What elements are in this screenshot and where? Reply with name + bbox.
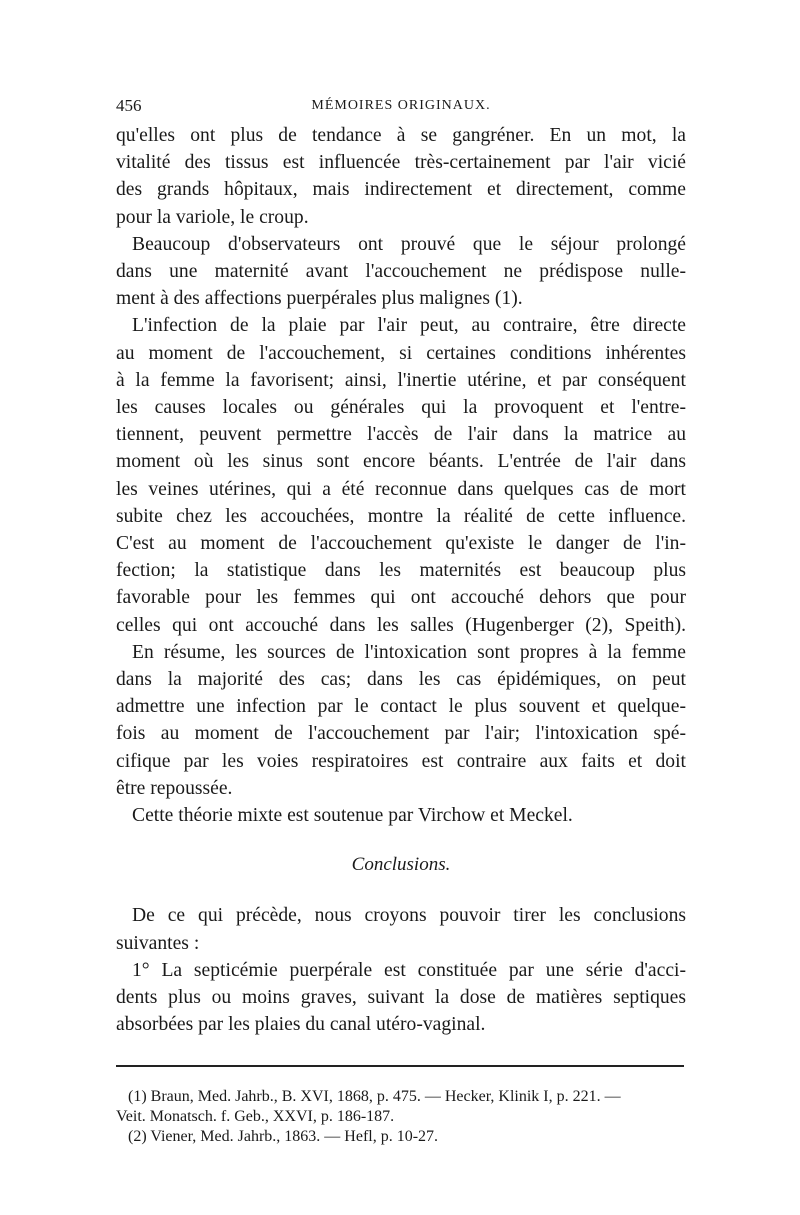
- text-line: pour la variole, le croup.: [116, 206, 309, 228]
- header-title: MÉMOIRES ORIGINAUX.: [311, 98, 491, 113]
- text-line: à la femme la favorisent; ainsi, l'inertie utérine, et par conséquent: [116, 369, 686, 391]
- text-line: des grands hôpitaux, mais indirectement et directement, comme: [116, 179, 686, 201]
- page-number: 456: [116, 96, 142, 115]
- footnotes: [116, 1087, 686, 1147]
- text-line: fois au moment de l'accouchement par l'air; l'intoxication spé-: [116, 723, 686, 745]
- text-line: vitalité des tissus est influencée très-certainement par l'air vicié: [116, 152, 686, 174]
- text-line: ment à des affections puerpérales plus malignes (1).: [116, 288, 523, 310]
- text-line: être repoussée.: [116, 777, 233, 799]
- text-line: admettre une infection par le contact le plus souvent et quelque-: [116, 696, 686, 718]
- text-line: Cette théorie mixte est soutenue par Virchow et Meckel.: [132, 805, 573, 827]
- text-line: moment où les sinus sont encore béants. L'entrée de l'air dans: [116, 451, 686, 473]
- text-line: dans la majorité des cas; dans les cas épidémiques, on peut: [116, 669, 686, 691]
- paragraph: [116, 902, 686, 956]
- text-line: Beaucoup d'observateurs ont prouvé que le séjour prolongé: [132, 233, 686, 255]
- text-line: En résume, les sources de l'intoxication sont propres à la femme: [132, 641, 686, 663]
- paragraph: [116, 231, 686, 313]
- paragraph: [116, 639, 686, 802]
- text-line: favorable pour les femmes qui ont accouché dehors que pour: [116, 587, 686, 609]
- footnote-divider: [116, 1065, 684, 1067]
- text-line: 1° La septicémie puerpérale est constituée par une série d'acci-: [132, 959, 686, 981]
- text-line: L'infection de la plaie par l'air peut, au contraire, être directe: [132, 315, 686, 337]
- text-line: C'est au moment de l'accouchement qu'existe le danger de l'in-: [116, 533, 686, 555]
- text-line: les causes locales ou générales qui la provoquent et l'entre-: [116, 397, 686, 419]
- body-text: [116, 122, 686, 1039]
- text-line: subite chez les accouchées, montre la réalité de cette influence.: [116, 505, 686, 527]
- book-page: [116, 96, 686, 1147]
- text-line: les veines utérines, qui a été reconnue dans quelques cas de mort: [116, 478, 686, 500]
- text-line: absorbées par les plaies du canal utéro-vaginal.: [116, 1014, 486, 1036]
- text-line: tiennent, peuvent permettre l'accès de l'air dans la matrice au: [116, 424, 686, 446]
- text-line: qu'elles ont plus de tendance à se gangréner. En un mot, la: [116, 125, 686, 146]
- text-line: suivantes :: [116, 932, 200, 954]
- running-head: [116, 96, 686, 122]
- section-heading: Conclusions.: [351, 854, 451, 876]
- text-line: fection; la statistique dans les maternités est beaucoup plus: [116, 560, 686, 582]
- text-line: au moment de l'accouchement, si certaines conditions inhérentes: [116, 342, 686, 364]
- text-line: dents plus ou moins graves, suivant la dose de matières septiques: [116, 987, 686, 1009]
- paragraph: [116, 122, 686, 231]
- paragraph: [116, 312, 686, 638]
- text-line: De ce qui précède, nous croyons pouvoir tirer les conclusions: [132, 905, 686, 927]
- text-line: celles qui ont accouché dans les salles (Hugenberger (2), Speith).: [116, 614, 686, 636]
- text-line: cifique par les voies respiratoires est contraire aux faits et doit: [116, 750, 686, 772]
- footnote-line: (2) Viener, Med. Jahrb., 1863. — Hefl, p. 10-27.: [128, 1127, 439, 1145]
- paragraph: [116, 802, 686, 829]
- text-line: dans une maternité avant l'accouchement ne prédispose nulle-: [116, 261, 686, 283]
- footnote-line: Veit. Monatsch. f. Geb., XXVI, p. 186-187.: [116, 1107, 395, 1125]
- paragraph: [116, 957, 686, 1039]
- footnote-line: (1) Braun, Med. Jahrb., B. XVI, 1868, p. 475. — Hecker, Klinik I, p. 221. —: [128, 1087, 621, 1105]
